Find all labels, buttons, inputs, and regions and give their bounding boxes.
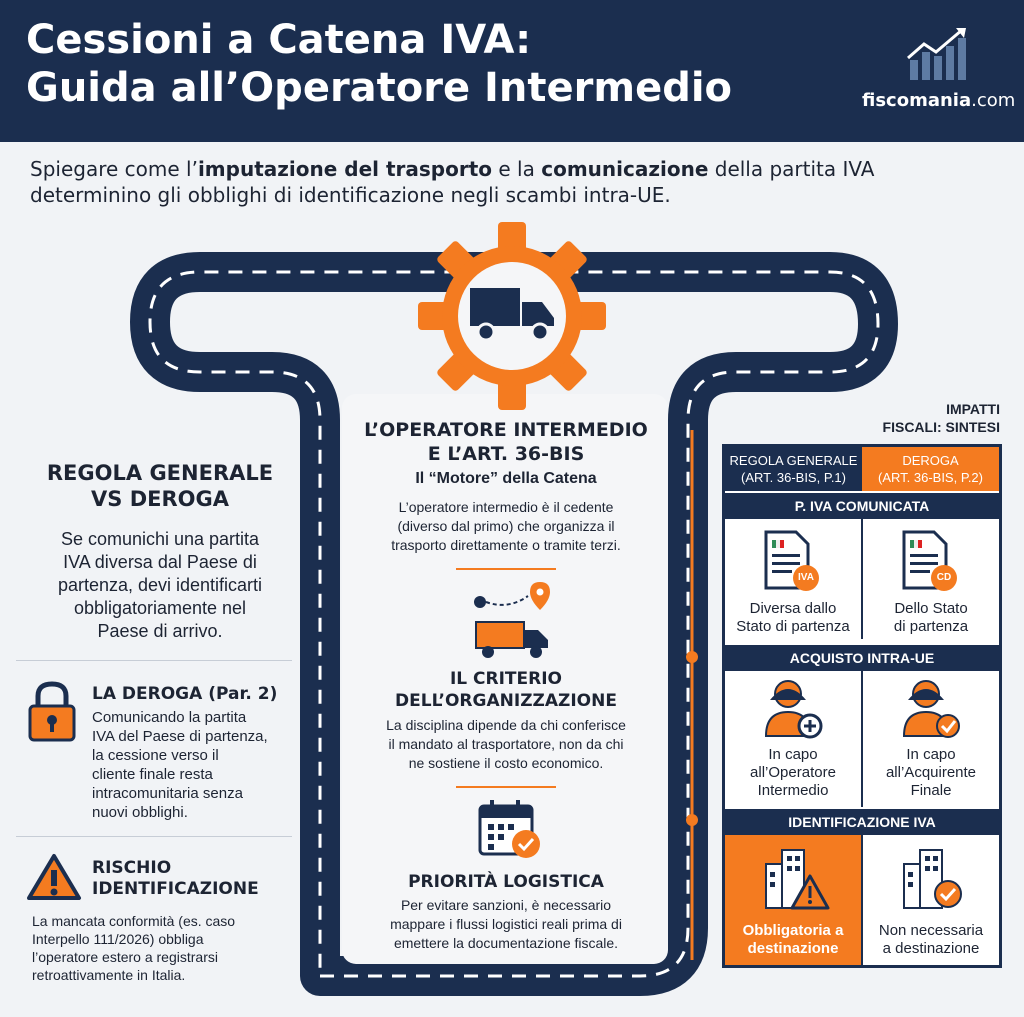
divider (456, 568, 556, 570)
building-warning-icon (762, 846, 830, 912)
center-intro: L’operatore intermedio è il cedente (diverso dal primo) che organizza il trasporto direttamente o tramite terzi. (391, 499, 621, 553)
calendar-check-icon (476, 798, 546, 862)
badge-cd: CD (936, 572, 952, 583)
col-regola-generale: REGOLA GENERALE (ART. 36-BIS, P.1) (725, 447, 862, 491)
gear-truck-icon (418, 222, 606, 410)
rischio-body: La mancata conformità (es. caso Interpello 111/2026) obbliga l’operatore estero a registrarsi retroattivamente in Italia. (32, 913, 236, 983)
criterio-title: IL CRITERIO DELL’ORGANIZZAZIONE (395, 669, 617, 711)
cell-acquisto-regola: In capo all’Operatore Intermedio (750, 746, 836, 799)
criterio-body: La disciplina dipende da chi conferisce il mandato al trasportatore, non da chi ne sostiene il costo economico. (386, 717, 626, 771)
badge-iva: IVA (798, 572, 814, 583)
section-acquisto-intra-ue: ACQUISTO INTRA-UE (725, 645, 999, 671)
deroga-title: LA DEROGA (Par. 2) (92, 684, 278, 704)
left-body: Se comunichi una partita IVA diversa dal Paese di partenza, devi identificarti obbligatoriamente nel Paese di arrivo. (57, 529, 263, 641)
brand-logo: fiscomania.com (862, 90, 1016, 111)
cell-piva-deroga: Dello Stato di partenza (893, 600, 969, 635)
priorita-body: Per evitare sanzioni, è necessario mappare i flussi logistici reali prima di emettere la documentazione fiscale. (390, 897, 622, 951)
divider (456, 786, 556, 788)
divider (16, 836, 292, 837)
priorita-title: PRIORITÀ LOGISTICA (408, 872, 604, 892)
center-subheading: Il “Motore” della Catena (415, 470, 597, 487)
intro-text: Spiegare come l’imputazione del trasporto e la comunicazione della partita IVA determinino gli obblighi di identificazione negli scambi intra-UE. (30, 157, 875, 207)
warning-icon (26, 852, 82, 902)
cell-identificazione-regola: Obbligatoria a destinazione (742, 922, 844, 957)
delivery-truck-icon (468, 580, 552, 660)
building-check-icon (900, 846, 968, 912)
cell-identificazione-deroga: Non necessaria a destinazione (878, 922, 984, 957)
center-heading: L’OPERATORE INTERMEDIO E L’ART. 36-BIS (364, 419, 648, 465)
section-identificazione-iva: IDENTIFICAZIONE IVA (725, 809, 999, 835)
right-heading: IMPATTI FISCALI: SINTESI (882, 401, 1000, 435)
section-piva-comunicata: P. IVA COMUNICATA (725, 493, 999, 519)
cell-piva-regola: Diversa dallo Stato di partenza (736, 600, 850, 635)
user-check-icon (902, 676, 962, 740)
cell-acquisto-deroga: In capo all’Acquirente Finale (885, 746, 977, 799)
deroga-body: Comunicando la partita IVA del Paese di partenza, la cessione verso il cliente finale resta intracomunitaria senza nuovi obblighi. (92, 709, 268, 821)
lock-icon (28, 680, 76, 742)
rischio-title: RISCHIO IDENTIFICAZIONE (92, 858, 259, 899)
user-add-icon (764, 676, 824, 740)
document-cd-icon (900, 528, 960, 594)
col-deroga: DEROGA (ART. 36-BIS, P.2) (862, 447, 999, 491)
left-heading: REGOLA GENERALE VS DEROGA (46, 461, 274, 511)
divider (16, 660, 292, 661)
document-iva-icon (762, 528, 822, 594)
page-title: Cessioni a Catena IVA: Guida all’Operatore Intermedio (26, 17, 733, 111)
